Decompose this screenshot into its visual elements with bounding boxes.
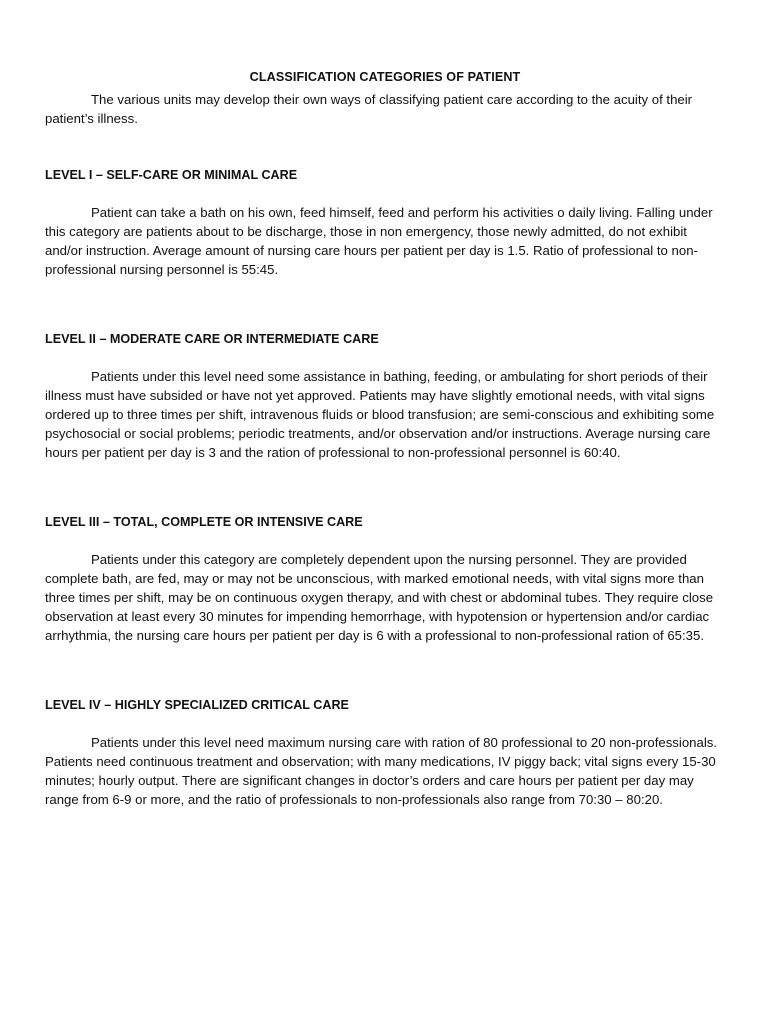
section-body-level-4: Patients under this level need maximum nursing care with ration of 80 professional to 20 non-professionals. Patients need continuous treatment and observation; with many medications, IV piggy back; vital signs every 15-30 minutes; hourly output. There are significant changes in doctor’s orders and care hours per patient per day may range from 6-9 or more, and the ratio of professionals to non-professionals also range from 70:30 – 80:20. [45,735,718,807]
document-page [45,68,725,809]
section-body-level-1: Patient can take a bath on his own, feed himself, feed and perform his activities o daily living. Falling under this category are patients about to be discharge, those in non emergency, those newly admitted, do not exhibit and/or instruction. Average amount of nursing care hours per patient per day is 1.5. Ratio of professional to non-professional nursing personnel is 55:45. [45,205,713,277]
section-body-level-3: Patients under this category are completely dependent upon the nursing personnel. They are provided complete bath, are fed, may or may not be unconscious, with marked emotional needs, with vital signs more than three times per shift, may be on continuous oxygen therapy, and with chest or abdominal tubes. They require close observation at least every 30 minutes for impending hemorrhage, with hypotension or hypertension and/or cardiac arrhythmia, the nursing care hours per patient per day is 6 with a professional to non-professional ration of 65:35. [45,552,714,643]
section-heading-level-3: LEVEL III – TOTAL, COMPLETE OR INTENSIVE CARE [45,515,363,529]
section-body-level-2: Patients under this level need some assistance in bathing, feeding, or ambulating for short periods of their illness must have subsided or have not yet approved. Patients may have slightly emotional needs, with vital signs ordered up to three times per shift, intravenous fluids or blood transfusion; are semi-conscious and exhibiting some psychosocial or social problems; periodic treatments, and/or observation and/or instructions. Average nursing care hours per patient per day is 3 and the ration of professional to non-professional personnel is 60:40. [45,369,715,460]
section-heading-level-4: LEVEL IV – HIGHLY SPECIALIZED CRITICAL CARE [45,698,349,712]
intro-paragraph: The various units may develop their own ways of classifying patient care according to the acuity of their patient’s illness. [45,92,693,126]
document-title: CLASSIFICATION CATEGORIES OF PATIENT [249,70,521,84]
section-heading-level-1: LEVEL I – SELF-CARE OR MINIMAL CARE [45,168,298,182]
section-heading-level-2: LEVEL II – MODERATE CARE OR INTERMEDIATE CARE [45,332,379,346]
